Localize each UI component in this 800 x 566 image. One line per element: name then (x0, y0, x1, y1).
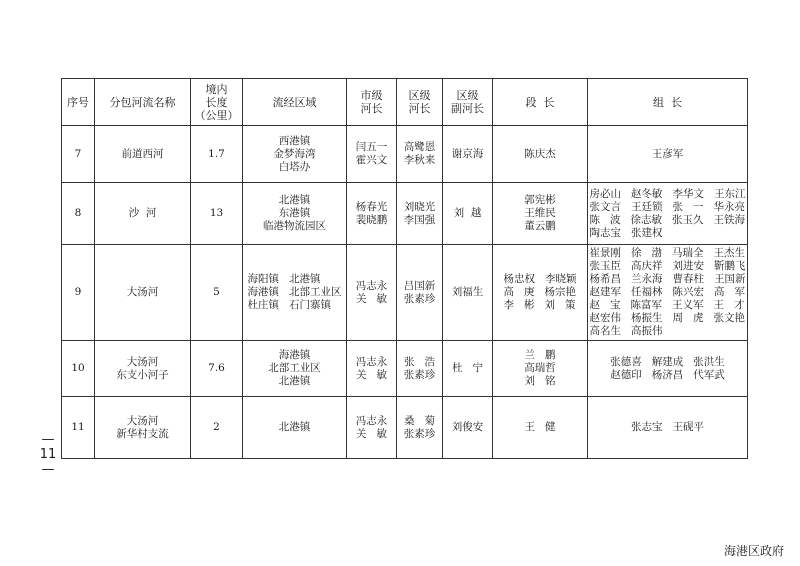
table-row (62, 397, 748, 459)
row-number: 7 (62, 126, 95, 183)
row-number: 8 (62, 183, 95, 245)
city-chief: 闫五一 霍兴文 (347, 126, 397, 183)
header-cell: 组 长 (588, 79, 748, 126)
section-chief: 杨忠权 李晓颖 高 庚 杨宗艳 李 彬 刘 策 (493, 245, 588, 341)
area: 北港镇 (243, 397, 347, 459)
header-cell: 段 长 (493, 79, 588, 126)
city-chief: 杨春光 裴晓鹏 (347, 183, 397, 245)
length: 2 (191, 397, 243, 459)
river-name: 沙 河 (95, 183, 191, 245)
district-chief: 张 浩 张素珍 (397, 341, 443, 397)
deputy-chief: 刘福生 (443, 245, 493, 341)
section-chief: 王 健 (493, 397, 588, 459)
district-chief: 高鹭恩 李秋来 (397, 126, 443, 183)
page-number: — 11 — (39, 432, 57, 477)
river-name: 大汤河 (95, 245, 191, 341)
length: 5 (191, 245, 243, 341)
district-chief: 桑 菊 张素珍 (397, 397, 443, 459)
deputy-chief: 谢京海 (443, 126, 493, 183)
header-cell: 区级 副河长 (443, 79, 493, 126)
river-name: 大汤河 东支小河子 (95, 341, 191, 397)
table-row (62, 183, 748, 245)
deputy-chief: 刘 越 (443, 183, 493, 245)
district-chief: 吕国新 张素珍 (397, 245, 443, 341)
row-number: 9 (62, 245, 95, 341)
section-chief: 兰 鹏 高瑞哲 刘 铭 (493, 341, 588, 397)
row-number: 10 (62, 341, 95, 397)
river-chief-table (61, 78, 748, 459)
river-name: 前道西河 (95, 126, 191, 183)
area: 西港镇 金梦海湾 白塔办 (243, 126, 347, 183)
area: 海阳镇 北港镇 海港镇 北部工业区 杜庄镇 石门寨镇 (243, 245, 347, 341)
section-chief: 郭宪彬 王维民 董云鹏 (493, 183, 588, 245)
group-chief: 王彦军 (588, 126, 748, 183)
row-number: 11 (62, 397, 95, 459)
area: 海港镇 北部工业区 北港镇 (243, 341, 347, 397)
header-cell: 流经区域 (243, 79, 347, 126)
header-cell: 区级 河长 (397, 79, 443, 126)
section-chief: 陈庆杰 (493, 126, 588, 183)
table-row (62, 245, 748, 341)
header-cell: 境内 长度 （公里） (191, 79, 243, 126)
table-row (62, 126, 748, 183)
deputy-chief: 刘俊安 (443, 397, 493, 459)
area: 北港镇 东港镇 临港物流园区 (243, 183, 347, 245)
deputy-chief: 杜 宁 (443, 341, 493, 397)
header-row (62, 79, 748, 126)
header-cell: 分包河流名称 (95, 79, 191, 126)
table-row (62, 341, 748, 397)
header-cell: 市级 河长 (347, 79, 397, 126)
city-chief: 冯志永 关 敏 (347, 397, 397, 459)
group-chief: 张德喜 解建成 张洪生 赵德印 杨济昌 代军武 (588, 341, 748, 397)
length: 1.7 (191, 126, 243, 183)
city-chief: 冯志永 关 敏 (347, 341, 397, 397)
group-chief: 张志宝 王砚平 (588, 397, 748, 459)
length: 13 (191, 183, 243, 245)
length: 7.6 (191, 341, 243, 397)
river-name: 大汤河 新华村支流 (95, 397, 191, 459)
header-cell: 序号 (62, 79, 95, 126)
group-chief: 崔景刚 徐 渤 马瑞全 王杰生 张玉臣 高庆祥 刘进安 靳鹏飞 杨希昌 兰永海 曹春柱 王国新 赵建军 任福林 陈兴宏 高 军 赵 宝 陈富军 王义军 王 才 赵宏伟 杨振生 周 虎 张文艳 高名生 高振伟 (588, 245, 748, 341)
footer-source: 海港区政府 (723, 544, 784, 558)
group-chief: 房必山 赵冬敏 李华文 王东江 张文言 王廷锁 张 一 华永亮 陈 波 徐志敏 张玉久 王铁海 陶志宝 张建权 (588, 183, 748, 245)
district-chief: 刘晓光 李国强 (397, 183, 443, 245)
city-chief: 冯志永 关 敏 (347, 245, 397, 341)
